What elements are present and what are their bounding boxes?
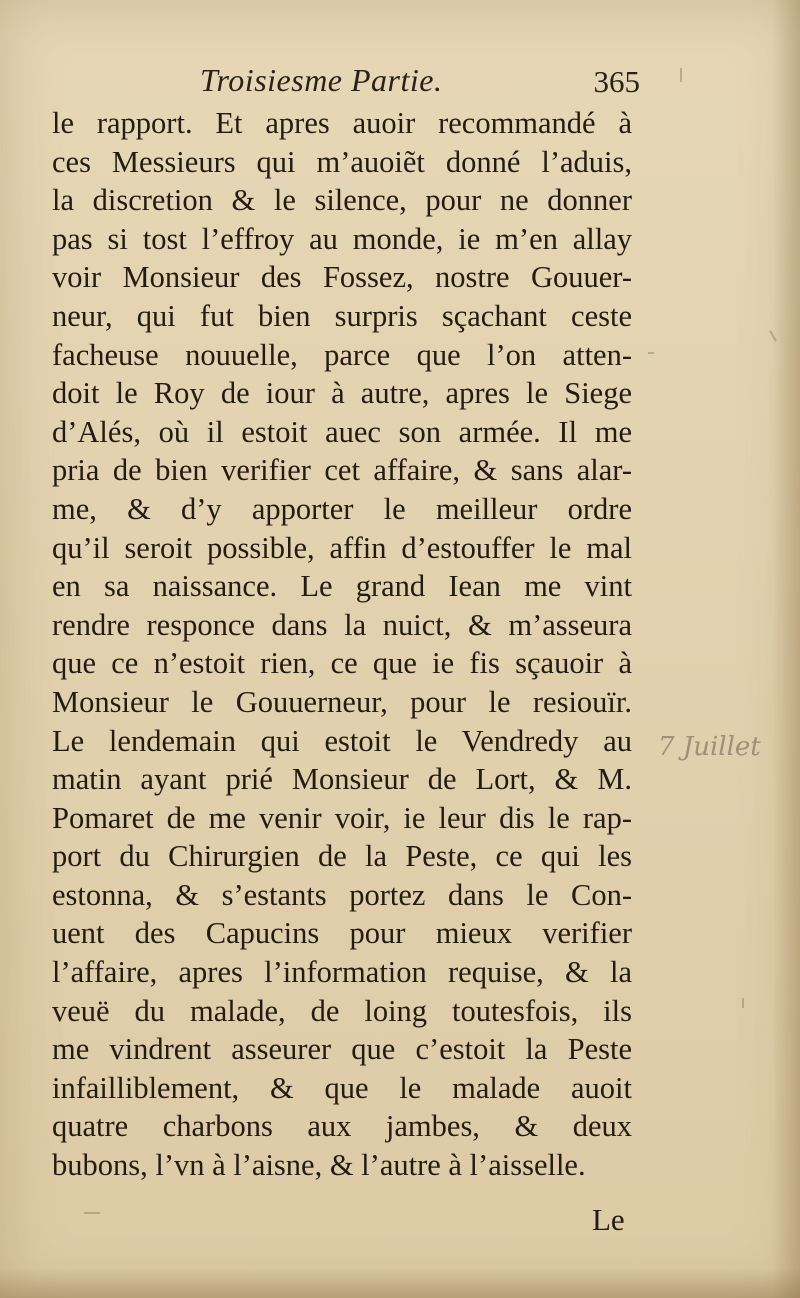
body-text: [52, 104, 632, 1185]
page-edge-shadow: [772, 0, 800, 1298]
text-line: me, & d’y apporter le meilleur ordre: [52, 491, 632, 526]
text-line: ces Messieurs qui m’auoiẽt donné l’aduis,: [52, 144, 632, 179]
page-number: 365: [593, 64, 640, 99]
text-line: Pomaret de me venir voir, ie leur dis le rap-: [52, 800, 632, 835]
text-line: port du Chirurgien de la Peste, ce qui les: [52, 839, 632, 874]
text-line: doit le Roy de iour à autre, apres le Siege: [52, 376, 632, 411]
text-line: voir Monsieur des Fossez, nostre Gouuer-: [52, 260, 632, 295]
text-line: infailliblement, & que le malade auoit: [52, 1070, 632, 1105]
text-line: Monsieur le Gouuerneur, pour le resiouïr.: [52, 684, 632, 719]
text-line: d’Alés, où il estoit auec son armée. Il me: [52, 414, 632, 449]
text-line: pas si tost l’effroy au monde, ie m’en allay: [52, 221, 632, 256]
text-line: uent des Capucins pour mieux verifier: [52, 916, 632, 951]
text-line: quatre charbons aux jambes, & deux: [52, 1109, 632, 1144]
text-line: Le lendemain qui estoit le Vendredy au: [52, 723, 632, 758]
text-line: en sa naissance. Le grand Iean me vint: [52, 569, 632, 604]
text-line: bubons, l’vn à l’aisne, & l’autre à l’aisselle.: [52, 1148, 586, 1183]
handwritten-margin-note: 7 Juillet: [658, 732, 761, 762]
stray-mark: [680, 68, 682, 82]
stray-mark: [84, 1212, 100, 1214]
text-line: facheuse nouuelle, parce que l’on atten-: [52, 337, 632, 372]
stray-mark: [648, 352, 654, 354]
text-line: l’affaire, apres l’information requise, & la: [52, 955, 632, 990]
text-line: rendre responce dans la nuict, & m’asseura: [52, 607, 632, 642]
running-title: Troisiesme Partie.: [200, 62, 443, 98]
stray-mark: [742, 998, 744, 1008]
page-bottom-shadow: [0, 1268, 800, 1298]
text-line: que ce n’estoit rien, ce que ie fis sçauoir à: [52, 646, 632, 681]
text-line: veuë du malade, de loing toutesfois, ils: [52, 993, 632, 1028]
text-line: neur, qui fut bien surpris sçachant ceste: [52, 298, 632, 333]
text-line: qu’il seroit possible, affin d’estouffer le mal: [52, 530, 632, 565]
page-header: [200, 58, 640, 102]
text-line: me vindrent asseurer que c’estoit la Peste: [52, 1032, 632, 1067]
text-line: estonna, & s’estants portez dans le Con-: [52, 877, 632, 912]
text-line: matin ayant prié Monsieur de Lort, & M.: [52, 762, 632, 797]
text-line: pria de bien verifier cet affaire, & sans alar-: [52, 453, 632, 488]
catchword: Le: [592, 1202, 625, 1237]
text-line: la discretion & le silence, pour ne donner: [52, 183, 632, 218]
text-line: le rapport. Et apres auoir recommandé à: [52, 106, 632, 140]
